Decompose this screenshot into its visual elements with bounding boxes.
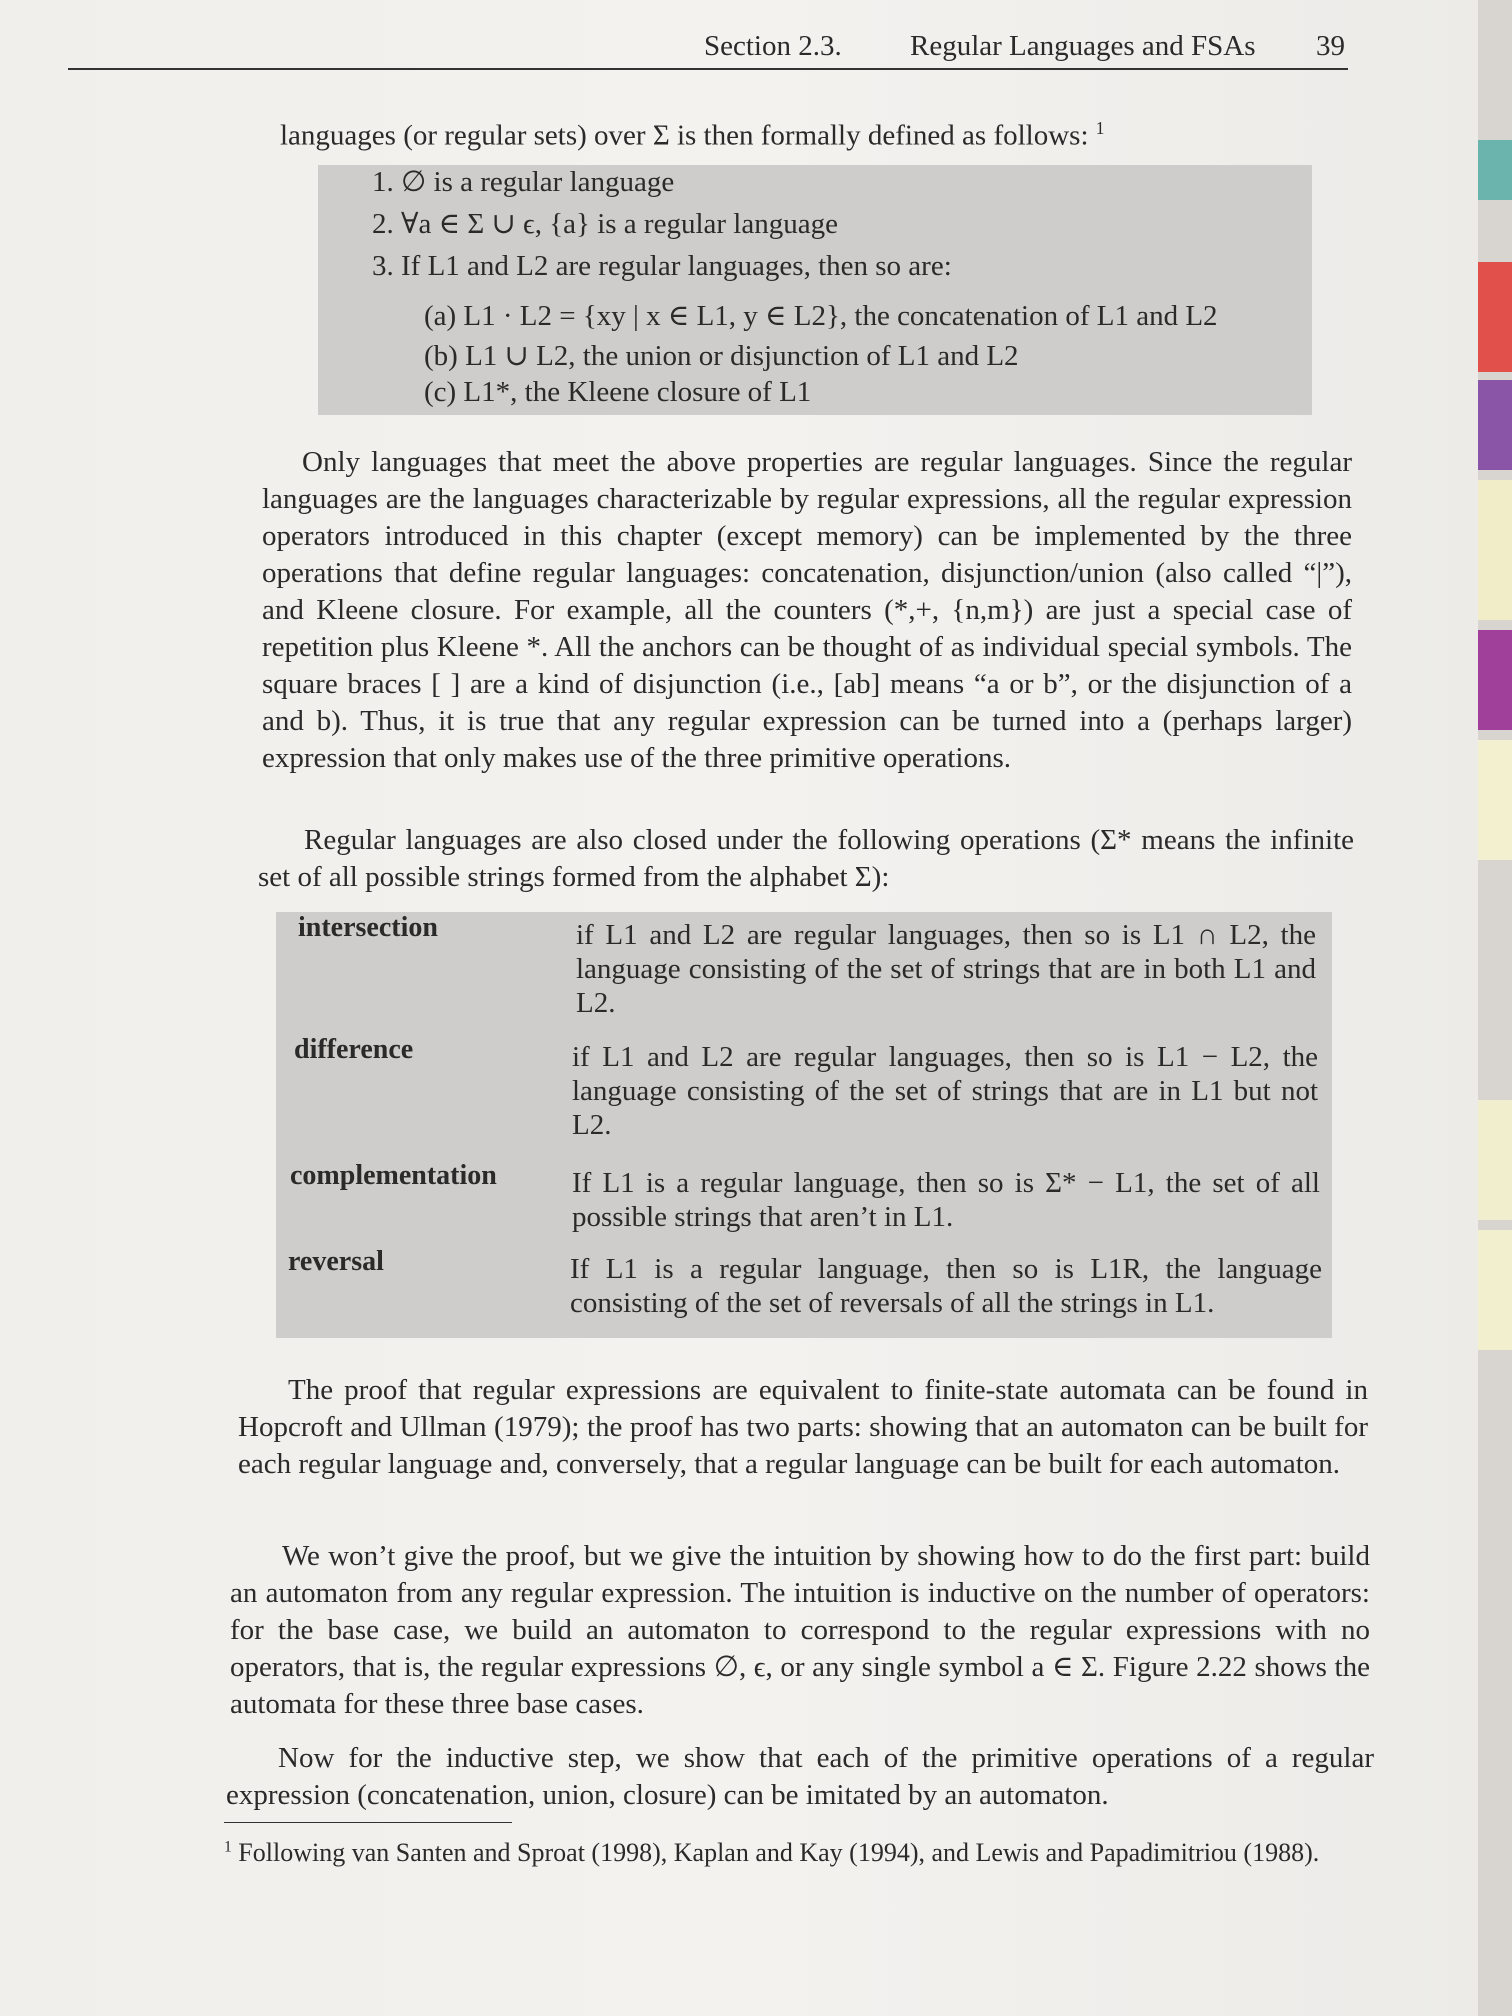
definition-subitem: (a) L1 · L2 = {xy | x ∈ L1, y ∈ L2}, the concatenation of L1 and L2 (424, 300, 1218, 332)
paragraph-3: The proof that regular expressions are equivalent to finite-state automata can be found in Hopcroft and Ullman (1979); the proof has two parts: showing that an automaton can be built for each regular language and, conversely, that a regular language can be built for each automaton. (238, 1374, 1368, 1480)
footnote (224, 1838, 1319, 1868)
intro-line (280, 110, 1104, 155)
sticky-tab-cream-3 (1478, 1100, 1512, 1220)
paragraph-2: Regular languages are also closed under the following operations (Σ* means the infinite set of all possible strings formed from the alphabet Σ): (258, 824, 1354, 893)
operation-definition: If L1 is a regular language, then so is Σ* − L1, the set of all possible strings that aren’t in L1. (572, 1167, 1320, 1233)
paragraph-1: Only languages that meet the above properties are regular languages. Since the regular languages are the languages characterizable by regular expressions, all the regular expression operators introduced in this chapter (except memory) can be implemented by the three operations that define regular languages: concatenation, disjunction/union (also called “|”), and Kleene closure. For example, all the counters (*,+, {n,m}) are just a special case of repetition plus Kleene *. All the anchors can be thought of as individual special symbols. The square braces [ ] are a kind of disjunction (i.e., [ab] means “a or b”, or the disjunction of a and b). Thus, it is true that any regular expression can be turned into a (perhaps larger) expression that only makes use of the three primitive operations. (262, 446, 1352, 774)
sticky-tab-cream-2 (1478, 740, 1512, 860)
definition-item: 2. ∀a ∈ Σ ∪ ϵ, {a} is a regular language (372, 208, 838, 240)
intro-footnote-mark: 1 (1095, 118, 1105, 138)
footnote-rule (224, 1822, 512, 1823)
header-title: Regular Languages and FSAs (910, 30, 1256, 62)
page-number: 39 (1316, 30, 1345, 62)
sticky-tab-teal (1478, 140, 1512, 200)
definition-item: 3. If L1 and L2 are regular languages, then so are: (372, 250, 952, 282)
operation-term: complementation (290, 1160, 497, 1191)
definition-subitem: (c) L1*, the Kleene closure of L1 (424, 376, 812, 408)
sticky-tab-cream-4 (1478, 1230, 1512, 1350)
sticky-tab-red (1478, 262, 1512, 372)
definition-subitem: (b) L1 ∪ L2, the union or disjunction of L1 and L2 (424, 340, 1019, 372)
intro-text: languages (or regular sets) over Σ is then formally defined as follows: (280, 119, 1089, 152)
paragraph-5: Now for the inductive step, we show that each of the primitive operations of a regular expression (concatenation, union, closure) can be imitated by an automaton. (226, 1742, 1374, 1811)
operation-definition: If L1 is a regular language, then so is L1R, the language consisting of the set of reversals of all the strings in L1. (570, 1253, 1322, 1319)
operation-term: intersection (298, 912, 438, 943)
operation-term: reversal (288, 1246, 384, 1277)
sticky-tab-magenta (1478, 630, 1512, 730)
right-edge-tabs (1478, 0, 1512, 2016)
paragraph-4: We won’t give the proof, but we give the intuition by showing how to do the first part: build an automaton from any regular expression. The intuition is inductive on the number of operators: for the base case, we build an automaton to correspond to the regular expressions with no operators, that is, the regular expressions ∅, ϵ, or any single symbol a ∈ Σ. Figure 2.22 shows the automata for these three base cases. (230, 1540, 1370, 1720)
running-header (68, 26, 1348, 70)
operation-definition: if L1 and L2 are regular languages, then so is L1 − L2, the language consisting of the set of strings that are in L1 but not L2. (572, 1041, 1318, 1141)
footnote-text: Following van Santen and Sproat (1998), Kaplan and Kay (1994), and Lewis and Papadimitriou (1988). (238, 1838, 1320, 1867)
sticky-tab-cream (1478, 480, 1512, 620)
definition-item: 1. ∅ is a regular language (372, 166, 675, 198)
footnote-mark: 1 (224, 1838, 232, 1856)
header-section: Section 2.3. (704, 30, 842, 62)
sticky-tab-purple (1478, 380, 1512, 470)
operation-term: difference (294, 1034, 414, 1065)
operation-definition: if L1 and L2 are regular languages, then so is L1 ∩ L2, the language consisting of the set of strings that are in both L1 and L2. (576, 919, 1316, 1019)
